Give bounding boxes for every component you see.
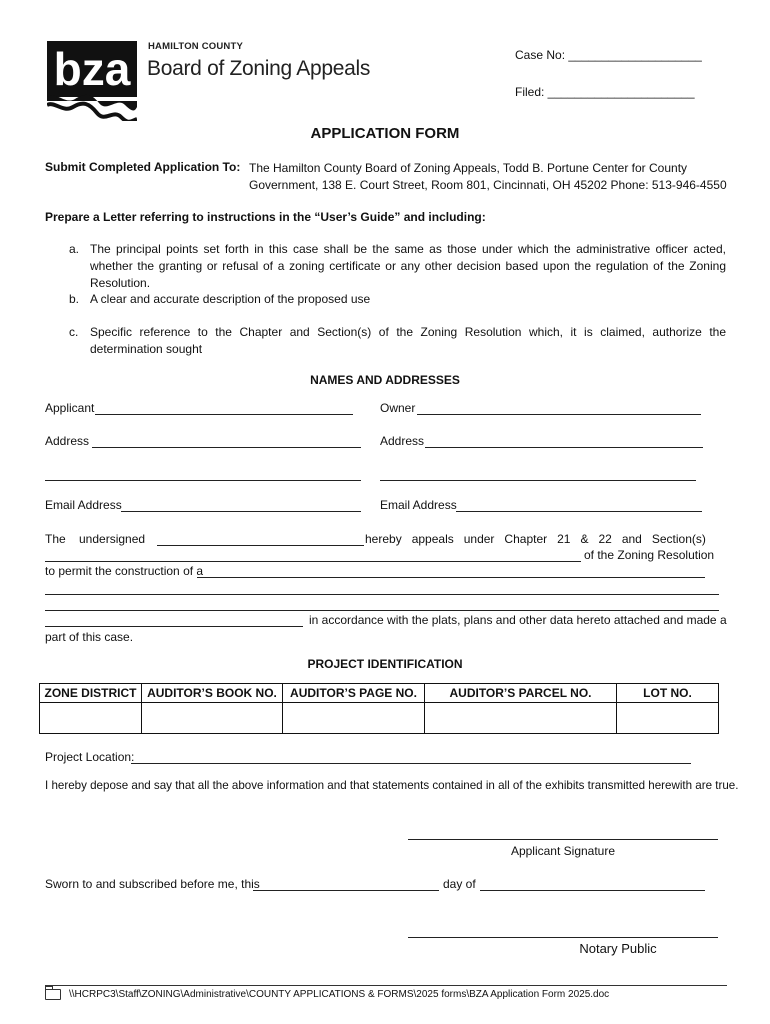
footer-path: \\HCRPC3\Staff\ZONING\Administrative\COUNTY APPLICATIONS & FORMS\2025 forms\BZA Application Form 2025.doc [69,989,610,1001]
appeal-accordance: in accordance with the plats, plans and other data hereto attached and made a [309,613,727,627]
prepare-instructions: Prepare a Letter referring to instructions in the “User’s Guide” and including: [45,210,486,224]
names-heading: NAMES AND ADDRESSES [310,373,460,387]
footer [45,989,609,1000]
undersigned-name-field[interactable] [157,545,364,546]
applicant-address-field[interactable] [92,447,361,448]
project-heading: PROJECT IDENTIFICATION [307,657,463,671]
org-county-label: HAMILTON COUNTY [148,41,244,52]
construction-line3[interactable] [45,610,719,611]
table-row [40,703,719,734]
depose-statement: I hereby depose and say that all the above information and that statements contained in all of the exhibits transmitted herewith are true. [45,779,739,792]
construction-line4[interactable] [45,626,303,627]
project-location-field[interactable] [131,763,691,764]
owner-field[interactable] [417,414,701,415]
owner-label: Owner [380,401,416,415]
applicant-label: Applicant [45,401,95,415]
sworn-month-field[interactable] [480,890,705,891]
sworn-label: Sworn to and subscribed before me, this [45,877,260,891]
email-left-label: Email Address [45,498,122,512]
applicant-field[interactable] [95,414,353,415]
appeal-the: The [45,532,66,546]
appeal-part: part of this case. [45,630,134,644]
table-header: AUDITOR’S PAGE NO. [283,684,425,703]
applicant-signature-label: Applicant Signature [510,844,616,858]
filed-field[interactable]: Filed: ______________________ [515,85,695,99]
owner-email-field[interactable] [456,511,702,512]
day-of-label: day of [443,877,476,891]
table-header: ZONE DISTRICT [40,684,142,703]
case-number-field[interactable]: Case No: ____________________ [515,48,702,62]
address-left-label: Address [45,434,90,448]
table-header: AUDITOR’S PARCEL NO. [425,684,617,703]
address-right-label: Address [380,434,425,448]
email-right-label: Email Address [380,498,457,512]
list-item-text: A clear and accurate description of the proposed use [90,292,371,306]
submit-label: Submit Completed Application To: [45,160,241,174]
sworn-date-field[interactable] [253,890,439,891]
folder-icon [45,989,61,1000]
list-item-text: The principal points set forth in this case shall be the same as those under which the administrative officer acted, whether the granting or refusal of a zoning certificate or any other decision based upon the regulation of the Zoning Resolution. [90,242,726,290]
appeal-hereby: hereby appeals under Chapter 21 & 22 and Section(s) [365,532,706,546]
org-name: Board of Zoning Appeals [147,57,371,80]
applicant-signature-field[interactable] [408,839,718,840]
project-location-label: Project Location: [45,750,135,764]
logo-text: bza [53,43,131,95]
applicant-email-field[interactable] [121,511,361,512]
owner-address-line2[interactable] [380,480,696,481]
parcel-no-cell[interactable] [425,703,617,734]
list-item-text: Specific reference to the Chapter and Section(s) of the Zoning Resolution which, it is claimed, authorize the determination sought [90,325,726,356]
applicant-address-line2[interactable] [45,480,361,481]
table-header: AUDITOR’S BOOK NO. [142,684,283,703]
notary-label: Notary Public [579,941,657,956]
construction-line2[interactable] [45,594,719,595]
list-marker: a. [69,242,80,256]
notary-signature-field[interactable] [408,937,718,938]
appeal-undersigned: undersigned [79,532,146,546]
appeal-of-zoning: of the Zoning Resolution [584,548,715,562]
construction-field[interactable] [197,577,705,578]
lot-no-cell[interactable] [617,703,719,734]
project-table [39,683,719,734]
page-title: APPLICATION FORM [310,125,460,142]
appeal-permit: to permit the construction of a [45,564,204,578]
page-no-cell[interactable] [283,703,425,734]
list-marker: b. [69,292,80,306]
table-header: LOT NO. [617,684,719,703]
zone-district-cell[interactable] [40,703,142,734]
submit-address: The Hamilton County Board of Zoning Appeals, Todd B. Portune Center for County Government, 138 E. Court Street, Room 801, Cincinnati, OH 45202 Phone: 513-946-4550 [249,161,727,192]
book-no-cell[interactable] [142,703,283,734]
bza-logo [47,41,137,121]
footer-divider [45,985,727,986]
owner-address-field[interactable] [425,447,703,448]
table-header-row [40,684,719,703]
section-numbers-field[interactable] [45,561,581,562]
list-marker: c. [69,325,79,339]
